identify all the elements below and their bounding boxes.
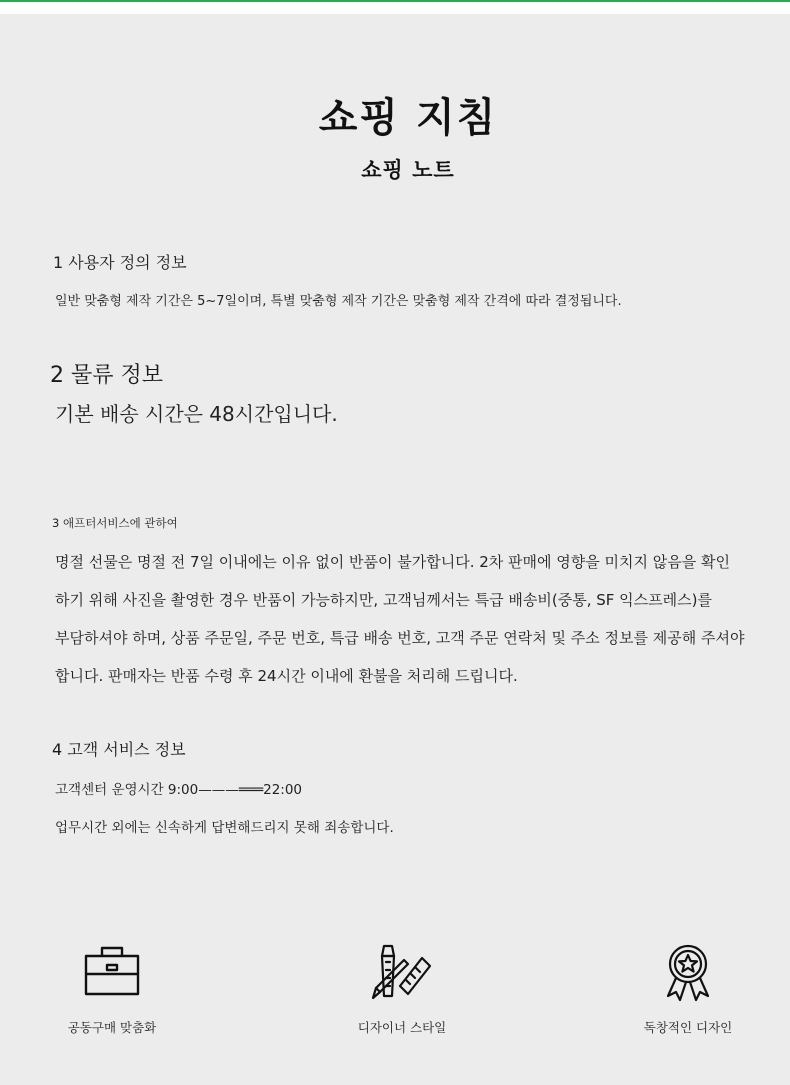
section-3-line-2: 하기 위해 사진을 촬영한 경우 반품이 가능하지만, 고객님께서는 특급 배송비(중통, SF 익스프레스)를 — [55, 591, 712, 609]
section-3-line-4: 합니다. 판매자는 반품 수령 후 24시간 이내에 환불을 처리해 드립니다. — [55, 667, 518, 685]
star-badge-icon — [656, 940, 720, 1004]
design-tools-icon — [370, 940, 434, 1004]
section-4-heading: 4 고객 서비스 정보 — [52, 740, 186, 759]
section-3-line-3: 부담하셔야 하며, 상품 주문일, 주문 번호, 특급 배송 번호, 고객 주문 연락처 및 주소 정보를 제공해 주셔야 — [55, 629, 745, 647]
service-hours-text: 고객센터 운영시간 9:00———═══22:00 — [55, 782, 303, 798]
after-hours-notice: 업무시간 외에는 신속하게 답변해드리지 못해 죄송합니다. — [55, 820, 394, 836]
feature-label: 독창적인 디자인 — [643, 1020, 733, 1035]
feature-designer-style — [302, 940, 502, 1036]
top-accent-bar — [0, 0, 790, 14]
page-subtitle: 쇼핑 노트 — [361, 158, 455, 182]
feature-original-design — [588, 940, 788, 1036]
section-3-line-1: 명절 선물은 명절 전 7일 이내에는 이유 없이 반품이 불가합니다. 2차 판매에 영향을 미치지 않음을 확인 — [55, 553, 730, 571]
section-1-text: 일반 맞춤형 제작 기간은 5~7일이며, 특별 맞춤형 제작 기간은 맞춤형 제작 간격에 따라 결정됩니다. — [55, 294, 622, 309]
briefcase-icon — [80, 940, 144, 1004]
section-3-heading: 3 애프터서비스에 관하여 — [52, 516, 178, 530]
feature-group-buying — [12, 940, 212, 1036]
section-1-heading: 1 사용자 정의 정보 — [53, 253, 187, 272]
page-title: 쇼핑 지침 — [318, 95, 498, 141]
feature-label: 공동구매 맞춤화 — [67, 1020, 157, 1035]
section-2-text: 기본 배송 시간은 48시간입니다. — [55, 402, 338, 426]
feature-label: 디자이너 스타일 — [357, 1020, 447, 1035]
section-2-heading: 2 물류 정보 — [50, 363, 163, 388]
